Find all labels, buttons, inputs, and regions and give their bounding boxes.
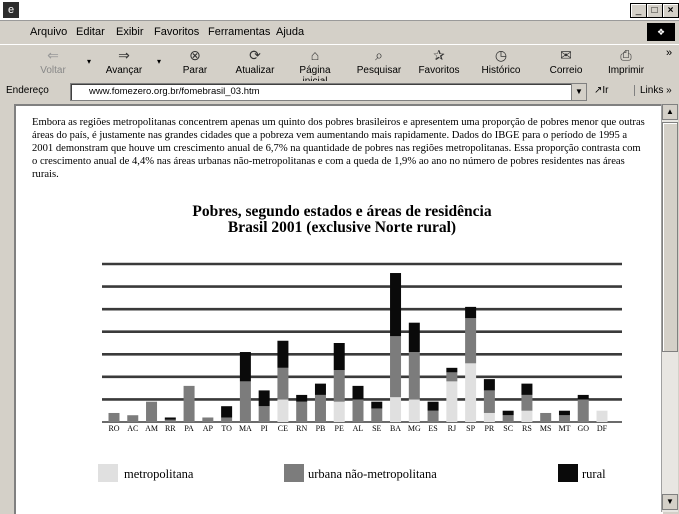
bar-pr-urbana: [484, 390, 495, 413]
bar-rj-rural: [446, 368, 457, 373]
legend-swatch-metropolitana: [98, 464, 118, 482]
close-button[interactable]: ×: [662, 3, 679, 18]
address-dropdown-icon[interactable]: ▼: [571, 84, 586, 100]
favorites-label: Favoritos: [418, 65, 460, 76]
search-label: Pesquisar: [356, 65, 402, 76]
menu-favoritos[interactable]: Favoritos: [154, 26, 200, 38]
bar-sp-urbana: [465, 318, 476, 363]
tick-label-df: DF: [596, 424, 608, 433]
intro-paragraph: Embora as regiões metropolitanas concentrem apenas um quinto dos pobres brasileiros e apresentem uma proporção de pobres menor que outras áreas do país, é justamente nas grandes cidades que a pobreza vem aumentando mais rapidamente. Dados do IBGE para o período de 1995 a 2001 demonstram que houve um crescimento anual de 6,7% na quantidade de pobres nas regiões metropolitanas. Essa proporção contrasta com o crescimento anual de 4,4% nas áreas urbanas não-metropolitanas e com a queda de 1,9% ao ano no número de pobres residentes nas áreas rurais.: [32, 117, 645, 180]
links-toolbar[interactable]: Links »: [634, 85, 672, 96]
bar-pi-rural: [259, 390, 270, 406]
tick-label-ma: MA: [238, 424, 252, 433]
bar-pb-rural: [315, 384, 326, 395]
mail-label: Correio: [549, 65, 583, 76]
tick-label-ba: BA: [389, 424, 402, 433]
menu-exibir[interactable]: Exibir: [116, 26, 144, 38]
mail-button[interactable]: [546, 47, 586, 76]
print-label: Imprimir: [607, 65, 645, 76]
bar-am-urbana: [146, 402, 157, 422]
legend-swatch-rural: [558, 464, 578, 482]
toolbar-more-chevron[interactable]: »: [665, 47, 673, 59]
tick-label-rj: RJ: [447, 424, 457, 433]
address-input[interactable]: [70, 83, 587, 101]
tick-label-mg: MG: [407, 424, 421, 433]
bar-ac-urbana: [127, 415, 138, 422]
legend-swatch-urbana: [284, 464, 304, 482]
tick-label-go: GO: [577, 424, 590, 433]
bar-to-rural: [221, 406, 232, 417]
tick-label-mt: MT: [558, 424, 571, 433]
tick-label-am: AM: [145, 424, 158, 433]
search-icon: ⌕: [375, 47, 383, 63]
address-url[interactable]: www.fomezero.org.br/fomebrasil_03.htm: [89, 86, 260, 97]
bar-mg-metropolitana: [409, 399, 420, 422]
bar-go-rural: [578, 395, 589, 400]
bar-ma-rural: [240, 352, 251, 381]
tick-label-al: AL: [352, 424, 364, 433]
favorites-icon: ✰: [433, 47, 445, 63]
back-label: Voltar: [40, 65, 66, 76]
bar-ba-urbana: [390, 336, 401, 397]
tick-label-to: TO: [221, 424, 232, 433]
tick-label-ro: RO: [108, 424, 120, 433]
bar-mt-urbana: [559, 415, 570, 422]
favorites-button[interactable]: [416, 47, 462, 76]
bar-ce-rural: [277, 341, 288, 368]
forward-label: Avançar: [105, 65, 143, 76]
bar-ce-urbana: [277, 368, 288, 400]
chart-subtitle: Brasil 2001 (exclusive Norte rural): [227, 219, 457, 236]
bar-al-urbana: [353, 399, 364, 422]
back-dropdown[interactable]: ▾: [86, 57, 91, 66]
bar-pe-urbana: [334, 370, 345, 402]
forward-button[interactable]: [104, 47, 144, 76]
bar-to-urbana: [221, 417, 232, 422]
legend-label-urbana: urbana não-metropolitana: [308, 467, 437, 481]
bar-rj-metropolitana: [446, 381, 457, 422]
go-arrow-icon: ↗: [594, 85, 603, 96]
go-button[interactable]: [594, 85, 609, 96]
tick-label-ce: CE: [277, 424, 289, 433]
bar-mg-rural: [409, 323, 420, 352]
bar-sc-rural: [503, 411, 514, 416]
bar-ma-urbana: [240, 381, 251, 422]
history-button[interactable]: [478, 47, 524, 76]
bar-rr-rural: [165, 417, 176, 419]
tick-label-ap: AP: [202, 424, 213, 433]
bar-rs-rural: [521, 384, 532, 395]
home-icon: ⌂: [310, 47, 320, 63]
minimize-button[interactable]: _: [630, 3, 647, 18]
mail-icon: ✉: [560, 47, 572, 63]
go-label: Ir: [602, 85, 609, 96]
browser-app-icon[interactable]: e: [3, 2, 19, 18]
stop-icon: ⊗: [189, 47, 201, 63]
bar-ap-urbana: [202, 417, 213, 422]
stop-button[interactable]: [180, 47, 210, 76]
bar-se-rural: [371, 402, 382, 409]
vertical-scrollbar[interactable]: [661, 104, 678, 512]
legend-label-metropolitana: metropolitana: [124, 467, 194, 481]
bar-pr-rural: [484, 379, 495, 390]
bar-pe-rural: [334, 343, 345, 370]
tick-label-rn: RN: [296, 424, 308, 433]
tick-label-rs: RS: [522, 424, 532, 433]
window-titlebar: [0, 0, 679, 21]
tick-label-es: ES: [428, 424, 438, 433]
maximize-button[interactable]: □: [646, 3, 663, 18]
standard-toolbar: [0, 44, 679, 82]
bar-rn-urbana: [296, 402, 307, 422]
bar-se-urbana: [371, 408, 382, 422]
back-button[interactable]: [36, 47, 70, 76]
print-button[interactable]: [604, 47, 648, 76]
refresh-button[interactable]: [234, 47, 276, 76]
forward-dropdown[interactable]: ▾: [156, 57, 161, 66]
bar-rr-urbana: [165, 420, 176, 422]
home-label: Página: [299, 65, 331, 76]
tick-label-sc: SC: [503, 424, 514, 433]
refresh-icon: ⟳: [249, 47, 261, 63]
poverty-chart: [16, 106, 663, 514]
bar-ro-urbana: [109, 413, 120, 422]
bar-ba-rural: [390, 273, 401, 336]
scroll-down-arrow-icon[interactable]: ▼: [662, 494, 678, 510]
bar-sc-urbana: [503, 415, 514, 422]
bar-rs-metropolitana: [521, 411, 532, 422]
bar-df-metropolitana: [597, 411, 608, 422]
bar-es-urbana: [428, 411, 439, 422]
bar-pb-urbana: [315, 395, 326, 422]
tick-label-ms: MS: [539, 424, 552, 433]
forward-arrow-icon: ⇒: [118, 47, 130, 63]
bar-pa-urbana: [184, 386, 195, 422]
bar-ba-metropolitana: [390, 397, 401, 422]
bar-pe-metropolitana: [334, 402, 345, 422]
menu-bar: [0, 21, 679, 43]
address-label: Endereço: [6, 85, 49, 96]
tick-label-pr: PR: [484, 424, 495, 433]
menu-ferramentas[interactable]: Ferramentas: [208, 26, 271, 38]
menu-arquivo[interactable]: Arquivo: [30, 26, 68, 38]
bar-rj-urbana: [446, 372, 457, 381]
tick-label-pa: PA: [184, 424, 194, 433]
scroll-thumb[interactable]: [662, 122, 678, 352]
search-button[interactable]: [356, 47, 402, 76]
bar-ce-metropolitana: [277, 399, 288, 422]
bar-sp-rural: [465, 307, 476, 318]
tick-label-pi: PI: [260, 424, 268, 433]
tick-label-se: SE: [372, 424, 382, 433]
refresh-label: Atualizar: [235, 65, 275, 76]
tick-label-ac: AC: [127, 424, 139, 433]
bar-ms-urbana: [540, 413, 551, 422]
stop-label: Parar: [182, 65, 208, 76]
tick-label-pe: PE: [334, 424, 344, 433]
print-icon: ⎙: [620, 47, 632, 63]
tick-label-pb: PB: [315, 424, 326, 433]
history-icon: ◷: [494, 47, 508, 63]
bar-rn-rural: [296, 395, 307, 402]
bar-al-rural: [353, 386, 364, 400]
menu-ajuda[interactable]: Ajuda: [276, 26, 305, 38]
bar-go-urbana: [578, 399, 589, 422]
tick-label-rr: RR: [164, 424, 176, 433]
history-label: Histórico: [481, 65, 521, 76]
chart-title: Pobres, segundo estados e áreas de residência: [192, 203, 492, 220]
tick-label-sp: SP: [466, 424, 476, 433]
bar-pi-urbana: [259, 406, 270, 422]
page-viewport: [14, 104, 663, 514]
scroll-up-arrow-icon[interactable]: ▲: [662, 104, 678, 120]
back-arrow-icon: ⇐: [47, 47, 59, 63]
bar-es-rural: [428, 402, 439, 411]
address-bar: [0, 81, 679, 103]
bar-mt-rural: [559, 411, 570, 416]
bar-mg-urbana: [409, 352, 420, 399]
links-label: Links: [640, 85, 664, 96]
bar-sp-metropolitana: [465, 363, 476, 422]
bar-rs-urbana: [521, 395, 532, 411]
bar-pr-metropolitana: [484, 413, 495, 422]
windows-logo-icon: ❖: [647, 23, 675, 41]
legend-label-rural: rural: [582, 467, 606, 481]
menu-editar[interactable]: Editar: [76, 26, 105, 38]
